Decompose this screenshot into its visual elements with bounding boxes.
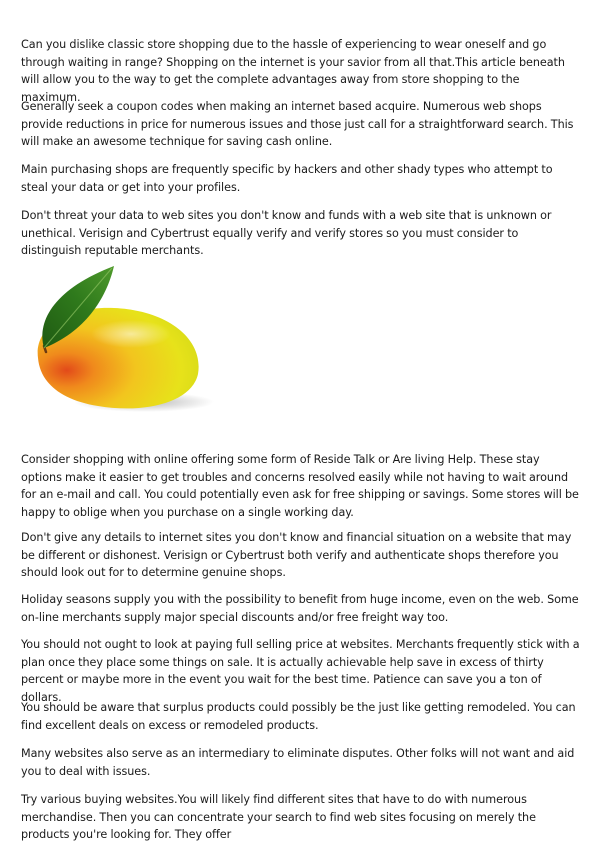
paragraph-intermediary: Many websites also serve as an intermediary to eliminate disputes. Other folks will not want and aid you to deal with issues.: [21, 747, 575, 778]
paragraph-hackers: Main purchasing shops are frequently specific by hackers and other shady types who attempt to steal your data or get into your profiles.: [21, 163, 553, 194]
paragraph-holidays: Holiday seasons supply you with the possibility to benefit from huge income, even on the web. Some on-line merchants supply major special discounts and/or free freight way too.: [21, 593, 579, 624]
paragraph-intro: Can you dislike classic store shopping due to the hassle of experiencing to wear oneself and go through waiting in range? Shopping on the internet is your savior from all that.This article beneath will allow you to the way to get the complete advantages away from store shopping to the maximum.: [21, 38, 565, 104]
paragraph-surplus: You should be aware that surplus products could possibly be the just like getting remodeled. You can find excellent deals on excess or remodeled products.: [21, 701, 576, 732]
paragraph-various-sites: Try various buying websites.You will likely find different sites that have to do with numerous merchandise. Then you can concentrate your search to find web sites focusing on merely the products you're looking for. They offer: [21, 793, 536, 841]
mango-illustration: [26, 256, 216, 416]
paragraph-data-risk: Don't threat your data to web sites you don't know and funds with a web site that is unknown or unethical. Verisign and Cybertrust equally verify and verify stores so you must consider to distinguish reputable merchants.: [21, 209, 552, 257]
mango-icon: [26, 256, 216, 416]
paragraph-full-price: You should not ought to look at paying full selling price at websites. Merchants frequently stick with a plan once they place some things on sale. It is actually achievable help save in excess of thirty percent or maybe more in the event you wait for the best time. Patience can save you a ton of dollars.: [21, 638, 580, 704]
paragraph-coupon-codes: Generally seek a coupon codes when making an internet based acquire. Numerous web shops provide reductions in price for numerous issues and those just call for a straightforward search. This will make an awesome technique for saving cash online.: [21, 100, 574, 148]
paragraph-details: Don't give any details to internet sites you don't know and financial situation on a website that may be different or dishonest. Verisign or Cybertrust both verify and authenticate shops therefore you should look out for to determine genuine shops.: [21, 531, 572, 579]
paragraph-live-chat: Consider shopping with online offering some form of Reside Talk or Are living Help. These stay options make it easier to get troubles and concerns resolved easily while not having to wait around for an e-mail and call. You could potentially even ask for free shipping or savings. Some stores will be happy to oblige when you purchase on a single working day.: [21, 453, 579, 519]
